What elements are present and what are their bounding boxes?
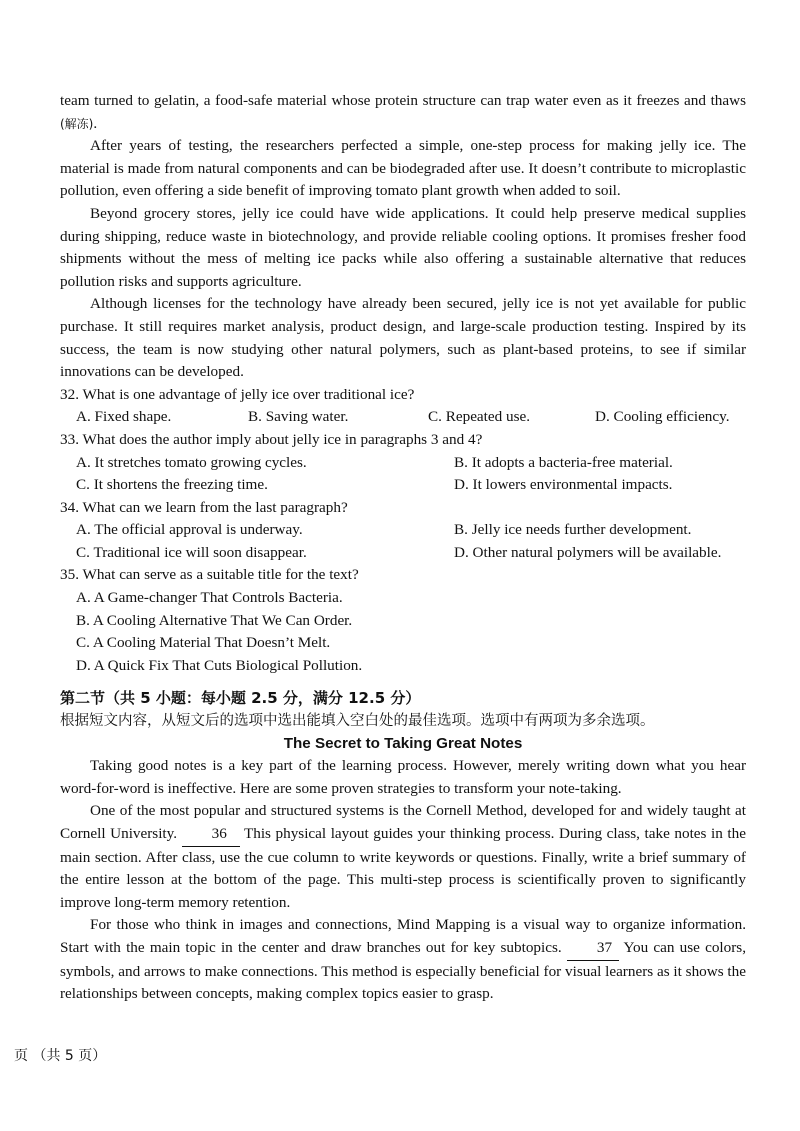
option-c[interactable]: C. A Cooling Material That Doesn’t Melt. [76, 634, 331, 652]
option-b[interactable]: B. A Cooling Alternative That We Can Order. [76, 611, 353, 629]
paragraph-notes-1: Taking good notes is a key part of the learning process. However, merely writing down what you hear word-for-word is ineffective. Here are some proven strategies to transform your note-taking. [60, 757, 746, 797]
option-c[interactable]: C. Repeated use. [428, 408, 531, 426]
question-35 [60, 564, 746, 677]
chinese-annotation: (解冻) [60, 116, 94, 131]
question-options [60, 587, 746, 677]
option-d[interactable]: D. A Quick Fix That Cuts Biological Pollution. [76, 656, 363, 674]
passage-title: The Secret to Taking Great Notes [283, 734, 523, 752]
question-options [60, 452, 746, 497]
option-a[interactable]: A. It stretches tomato growing cycles. [76, 453, 307, 471]
paragraph-4: Although licenses for the technology have already been secured, jelly ice is not yet available for public purchase. It still requires market analysis, product design, and large-scale production testing. Inspired by its success, the team is now studying other natural polymers, such as plant-based proteins, to see if similar innovations can be developed. [60, 295, 746, 381]
question-34 [60, 497, 746, 565]
paragraph-1: team turned to gelatin, a food-safe material whose protein structure can trap water even as it freezes and thaws (解冻). [60, 92, 746, 132]
option-b[interactable]: B. Saving water. [248, 408, 349, 426]
option-a[interactable]: A. A Game-changer That Controls Bacteria. [76, 589, 343, 607]
paragraph-notes-3: For those who think in images and connections, Mind Mapping is a visual way to organize information. Start with the main topic in the center and draw branches out for key subtopics. 37 You can use colors, symbols, and arrows to make connections. This method is especially beneficial for visual learners as it shows the relationships between concepts, making complex topics easier to grasp. [60, 916, 746, 1003]
question-stem: 34. What can we learn from the last paragraph? [60, 498, 348, 516]
option-d[interactable]: D. Cooling efficiency. [595, 408, 730, 426]
paragraph-notes-2: One of the most popular and structured systems is the Cornell Method, developed for and widely taught at Cornell University. 36 This physical layout guides your thinking process. During class, take notes in the main section. After class, use the cue column to write keywords or questions. Finally, write a brief summary of the entire lesson at the bottom of the page. This multi-step process is scientifically proven to significantly improve long-term memory retention. [60, 802, 746, 911]
section-instruction: 根据短文内容，从短文后的选项中选出能填入空白处的最佳选项。选项中有两项为多余选项。 [60, 713, 655, 730]
question-32 [60, 384, 746, 429]
question-33 [60, 429, 746, 497]
option-d[interactable]: D. It lowers environmental impacts. [454, 476, 673, 494]
blank-36: 36 [182, 823, 240, 847]
option-a[interactable]: A. The official approval is underway. [76, 521, 303, 539]
blank-37: 37 [567, 937, 619, 961]
section-heading: 第二节（共 5 小题：每小题 2.5 分，满分 12.5 分） [60, 689, 421, 708]
option-b[interactable]: B. It adopts a bacteria-free material. [454, 453, 673, 471]
option-a[interactable]: A. Fixed shape. [76, 408, 172, 426]
option-b[interactable]: B. Jelly ice needs further development. [454, 521, 692, 539]
paragraph-3: Beyond grocery stores, jelly ice could have wide applications. It could help preserve medical supplies during shipping, reduce waste in biotechnology, and provide reliable cooling options. It promises fresher food shipments without the mess of melting ice packs while also offering a sustainable alternative that reduces pollution risks and supports agriculture. [60, 204, 746, 290]
page-footer: 页 （共 5 页） [14, 1048, 107, 1064]
question-options [60, 406, 746, 429]
question-options [60, 519, 746, 564]
option-c[interactable]: C. It shortens the freezing time. [76, 476, 268, 494]
question-stem: 33. What does the author imply about jelly ice in paragraphs 3 and 4? [60, 430, 483, 448]
option-d[interactable]: D. Other natural polymers will be available. [454, 543, 722, 561]
document-page [60, 90, 746, 1006]
question-stem: 32. What is one advantage of jelly ice over traditional ice? [60, 385, 415, 403]
question-stem: 35. What can serve as a suitable title for the text? [60, 566, 359, 584]
option-c[interactable]: C. Traditional ice will soon disappear. [76, 543, 307, 561]
paragraph-2: After years of testing, the researchers perfected a simple, one-step process for making jelly ice. The material is made from natural components and can be biodegraded after use. It doesn’t contribute to microplastic pollution, even offering a side benefit of improving tomato plant growth when added to soil. [60, 137, 746, 200]
